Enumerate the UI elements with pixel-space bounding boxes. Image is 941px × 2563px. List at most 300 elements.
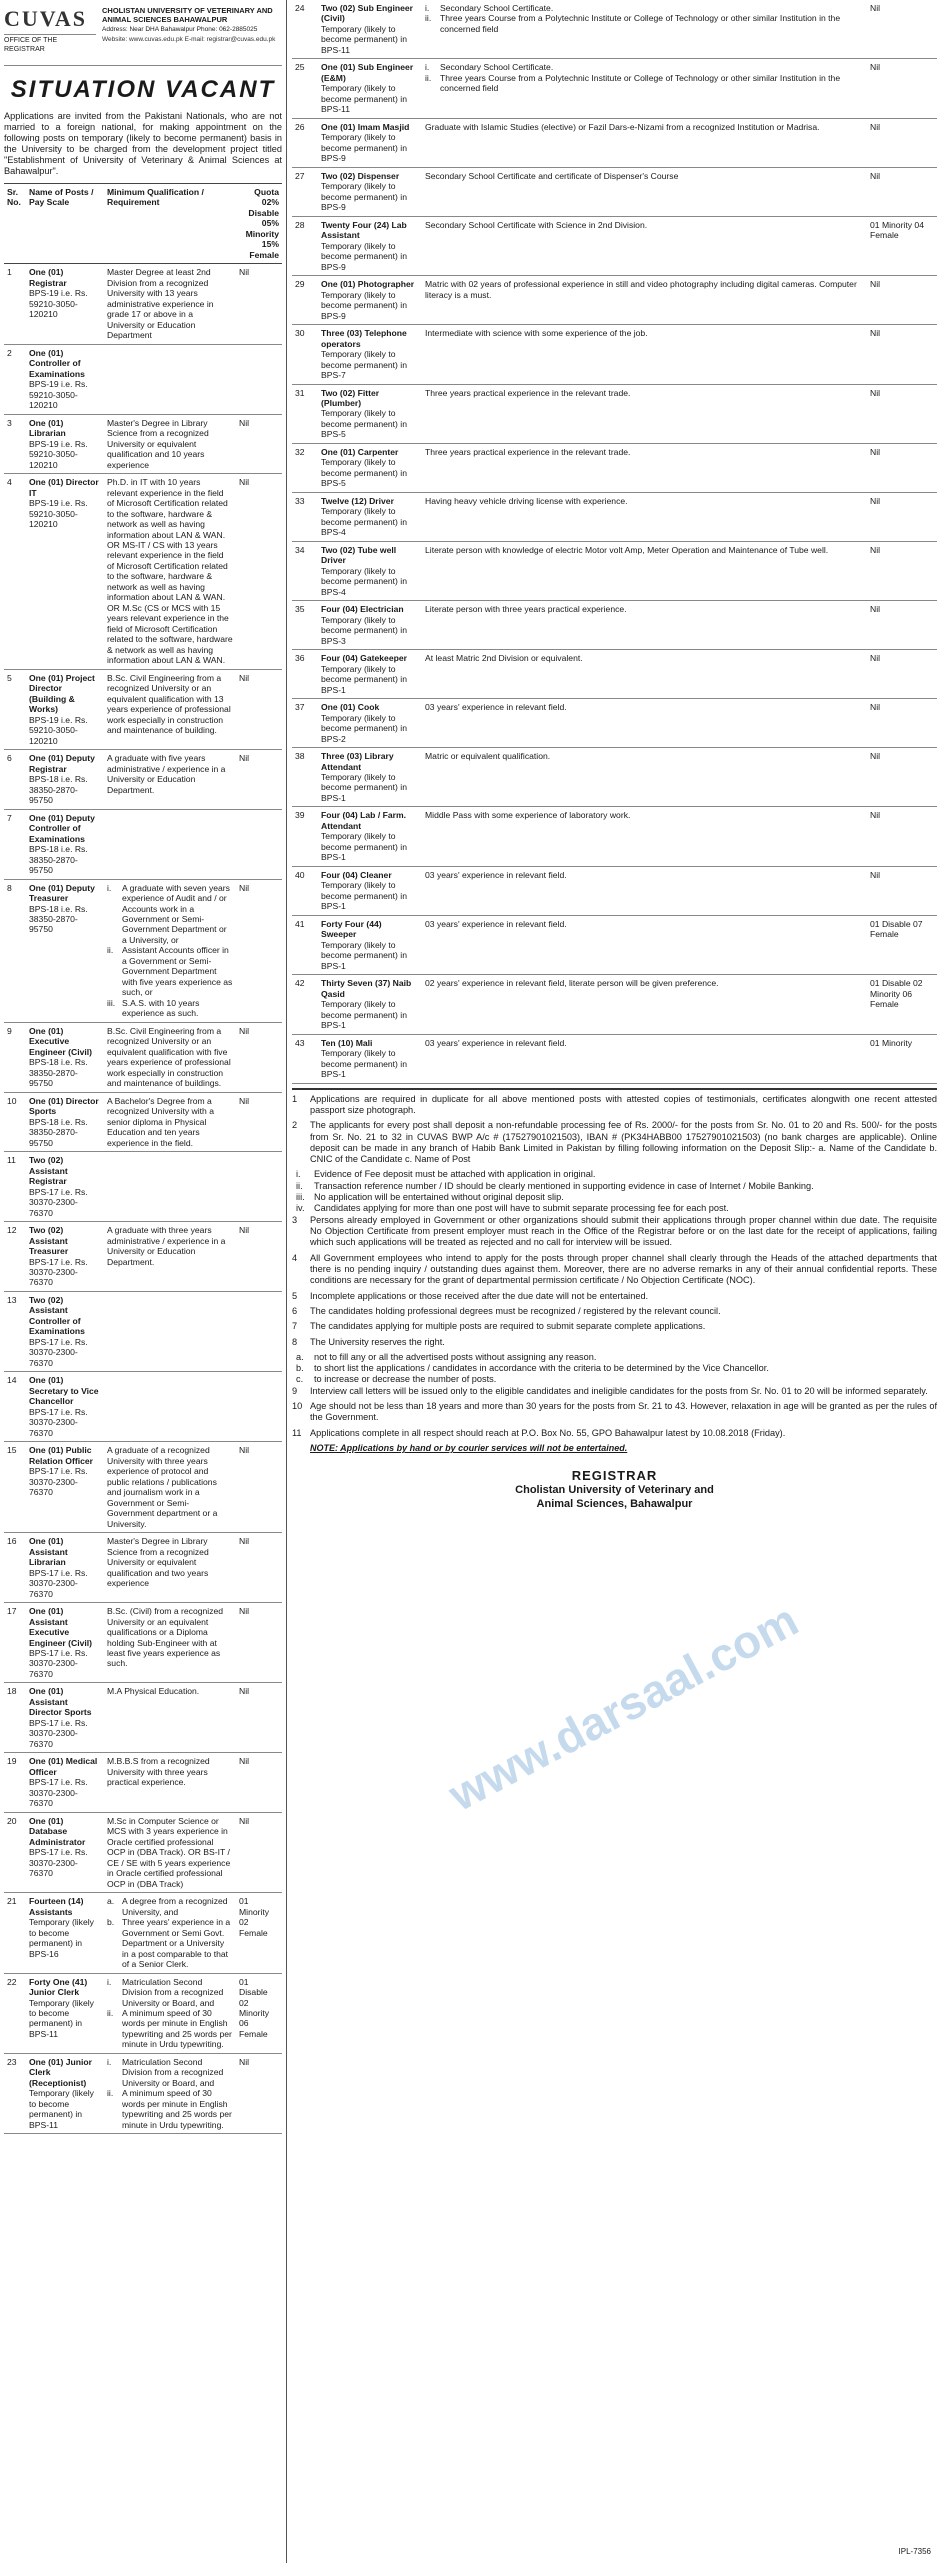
post-cell (318, 866, 422, 915)
quota: Nil (867, 807, 937, 866)
instruction-num: 7 (292, 1321, 298, 1332)
post-cell (26, 1222, 104, 1292)
table-row (292, 975, 937, 1034)
quota: Nil (867, 0, 937, 59)
sr-no: 36 (292, 650, 318, 699)
left-column (0, 0, 287, 2563)
qualification (104, 1372, 236, 1442)
qualification: Matric or equivalent qualification. (422, 748, 867, 807)
th-sr: Sr. No. (4, 183, 26, 263)
post-name: One (01) Carpenter (321, 446, 399, 457)
instruction-item (292, 1215, 937, 1249)
qualification: A graduate with three years administrative / experience in a University or Education Department. (104, 1222, 236, 1292)
table-row (292, 492, 937, 541)
qualification-item (107, 1977, 233, 2008)
post-name: One (01) Secretary to Vice Chancellor (29, 1375, 99, 1407)
qualification-num: ii. (107, 2088, 114, 2099)
table-row (4, 1372, 282, 1442)
quota: Nil (867, 276, 937, 325)
post-cell (26, 414, 104, 473)
instruction-text: The candidates holding professional degrees must be recognized / registered by the relevant council. (310, 1305, 721, 1316)
pay-scale: Temporary (likely to become permanent) in BPS-1 (321, 939, 407, 971)
pay-scale: BPS-17 i.e. Rs. 30370-2300-76370 (29, 1256, 88, 1288)
pay-scale: Temporary (likely to become permanent) in BPS-9 (321, 132, 407, 164)
pay-scale: Temporary (likely to become permanent) in BPS-1 (321, 999, 407, 1031)
qualification (104, 2053, 236, 2133)
sr-no: 23 (4, 2053, 26, 2133)
post-name: One (01) Deputy Controller of Examinations (29, 812, 95, 844)
table-row (292, 118, 937, 167)
table-row (292, 866, 937, 915)
post-cell (318, 975, 422, 1034)
sub-text: Candidates applying for more than one post will have to submit separate processing fee for each post. (314, 1203, 729, 1214)
qualification-num: i. (107, 2056, 112, 2067)
post-name: One (01) Assistant Executive Engineer (Civil) (29, 1606, 93, 1648)
quota: Nil (236, 750, 282, 809)
letterhead-text (102, 6, 282, 44)
qualification: 03 years' experience in relevant field. (422, 915, 867, 974)
table-row (292, 325, 937, 384)
university-logo (4, 6, 96, 54)
instruction-text: The candidates applying for multiple posts are required to submit separate complete applications. (310, 1321, 706, 1332)
qualification (104, 1152, 236, 1222)
pay-scale: Temporary (likely to become permanent) in BPS-4 (321, 506, 407, 538)
qualification-item (107, 1896, 233, 1917)
sr-no: 34 (292, 541, 318, 600)
qualification: Intermediate with science with some experience of the job. (422, 325, 867, 384)
table-row (292, 167, 937, 216)
instruction-text: All Government employees who intend to apply for the posts through proper channel shall clearly through the Heads of the attached departments that there is no pending inquiry / outstanding dues against them. Moreover, there are no adverse remarks in any of their annual confidential reports. These conditions are necessary for the grant of departmental permission certificate / No Objection Certificate (NOC). (310, 1252, 937, 1286)
sr-no: 4 (4, 474, 26, 670)
sr-no: 35 (292, 601, 318, 650)
quota (236, 809, 282, 879)
pay-scale: Temporary (likely to become permanent) in BPS-5 (321, 457, 407, 489)
qualification-text: Three years Course from a Polytechnic Institute or College of Technology or other similar Institution in the concerned field (440, 72, 841, 94)
post-cell (26, 1372, 104, 1442)
sr-no: 21 (4, 1893, 26, 1973)
qualification: Ph.D. in IT with 10 years relevant experience in the field of Microsoft Certification related to the software, hardware & network as well as having information about LAN & WAN. OR MS-IT / CS with 13 years relevant experience in the field of Microsoft Certification related to the software, hardware & network as well as having information about LAN & WAN. OR M.Sc (CS or MCS with 15 years relevant experience in the field of Microsoft Certification related to the software, hardware & network as well as having information about LAN & WAN. (104, 474, 236, 670)
post-cell (318, 492, 422, 541)
qualification-text: S.A.S. with 10 years experience as such. (122, 997, 200, 1019)
sr-no: 41 (292, 915, 318, 974)
table-row (4, 1533, 282, 1603)
post-name: Thirty Seven (37) Naib Qasid (321, 978, 412, 999)
pay-scale: BPS-19 i.e. Rs. 59210-3050-120210 (29, 438, 88, 470)
instructions (292, 1088, 937, 1439)
qualification (104, 809, 236, 879)
post-cell (26, 1152, 104, 1222)
quota: Nil (236, 1683, 282, 1753)
quota: Nil (867, 650, 937, 699)
table-row (4, 474, 282, 670)
quota: Nil (867, 699, 937, 748)
instruction-item (292, 1306, 937, 1317)
post-cell (26, 809, 104, 879)
quota: 01 Minority (867, 1034, 937, 1083)
table-row (292, 1034, 937, 1083)
quota: Nil (236, 669, 282, 749)
post-cell (318, 384, 422, 443)
sr-no: 17 (4, 1603, 26, 1683)
qualification-list (107, 883, 233, 1019)
post-cell (318, 276, 422, 325)
post-name: One (01) Imam Masjid (321, 121, 410, 132)
table-row (4, 1812, 282, 1892)
table-row (4, 1603, 282, 1683)
letterhead (4, 6, 282, 66)
qualification-text: Secondary School Certificate. (440, 3, 554, 13)
pay-scale: Temporary (likely to become permanent) in BPS-16 (29, 1917, 94, 1959)
note: NOTE: Applications by hand or by courier services will not be entertained. (310, 1443, 628, 1454)
post-name: Four (04) Electrician (321, 604, 404, 615)
pay-scale: BPS-17 i.e. Rs. 30370-2300-76370 (29, 1717, 88, 1749)
pay-scale: BPS-19 i.e. Rs. 59210-3050-120210 (29, 498, 88, 530)
qualification: Secondary School Certificate and certificate of Dispenser's Course (422, 167, 867, 216)
quota (236, 344, 282, 414)
table-row (292, 384, 937, 443)
table-row (292, 915, 937, 974)
qualification-num: i. (425, 3, 430, 13)
pay-scale: Temporary (likely to become permanent) in BPS-1 (321, 1048, 407, 1080)
pay-scale: Temporary (likely to become permanent) in BPS-1 (321, 831, 407, 863)
post-name: Forty One (41) Junior Clerk (29, 1976, 88, 1998)
post-cell (26, 1022, 104, 1092)
post-cell (26, 1893, 104, 1973)
qualification-num: i. (107, 1976, 112, 1987)
quota: 01 Disable 07 Female (867, 915, 937, 974)
sr-no: 32 (292, 443, 318, 492)
post-cell (26, 1753, 104, 1812)
sr-no: 30 (292, 325, 318, 384)
sr-no: 39 (292, 807, 318, 866)
sub-num: i. (296, 1169, 301, 1180)
sr-no: 43 (292, 1034, 318, 1083)
qualification-num: i. (425, 62, 430, 73)
pay-scale: BPS-17 i.e. Rs. 30370-2300-76370 (29, 1336, 88, 1368)
ipl-number: IPL-7356 (898, 2547, 931, 2557)
signature-role: REGISTRAR (571, 1467, 658, 1483)
page-title: SITUATION VACANT (10, 76, 276, 103)
qualification-item (107, 1917, 233, 1969)
qualification-item (107, 998, 233, 1019)
sr-no: 11 (4, 1152, 26, 1222)
quota: 01 Minority 02 Female (236, 1893, 282, 1973)
sub-num: b. (296, 1363, 304, 1374)
table-row (4, 1442, 282, 1533)
post-cell (318, 601, 422, 650)
qualification-item (107, 883, 233, 946)
instruction-subitem (296, 1203, 937, 1214)
post-name: Four (04) Cleaner (321, 869, 392, 880)
sr-no: 9 (4, 1022, 26, 1092)
instruction-num: 2 (292, 1120, 298, 1131)
quota: Nil (867, 748, 937, 807)
qualification: Three years practical experience in the relevant trade. (422, 384, 867, 443)
post-name: One (01) Director Sports (29, 1095, 99, 1117)
qualification-num: a. (107, 1896, 115, 1907)
post-cell (26, 264, 104, 344)
instruction-subitem (296, 1192, 937, 1203)
pay-scale: BPS-17 i.e. Rs. 30370-2300-76370 (29, 1406, 88, 1438)
pay-scale: Temporary (likely to become permanent) in BPS-3 (321, 614, 407, 646)
quota: Nil (236, 1442, 282, 1533)
instruction-num: 8 (292, 1336, 298, 1347)
sr-no: 24 (292, 0, 318, 59)
post-name: Three (03) Telephone operators (321, 328, 407, 349)
th-post: Name of Posts / Pay Scale (26, 183, 104, 263)
pay-scale: BPS-17 i.e. Rs. 30370-2300-76370 (29, 1186, 88, 1218)
post-name: Two (02) Assistant Registrar (29, 1155, 68, 1187)
signature-block (292, 1468, 937, 1512)
post-name: Two (02) Fitter (Plumber) (321, 387, 380, 408)
pay-scale: Temporary (likely to become permanent) in BPS-9 (321, 240, 407, 272)
qualification-item (425, 62, 864, 72)
post-name: Fourteen (14) Assistants (29, 1896, 84, 1917)
sr-no: 27 (292, 167, 318, 216)
qualification: M.B.B.S from a recognized University with three years practical experience. (104, 1753, 236, 1812)
pay-scale: BPS-19 i.e. Rs. 59210-3050-120210 (29, 288, 88, 320)
qualification-num: ii. (425, 72, 432, 83)
qualification-text: Assistant Accounts officer in a Government or Semi-Government Department with five years experience as such, or (122, 945, 233, 998)
quota: 01 Disable 02 Minority 06 Female (236, 1973, 282, 2053)
pay-scale: Temporary (likely to become permanent) in BPS-11 (29, 2088, 94, 2130)
post-cell (318, 915, 422, 974)
quota: Nil (236, 264, 282, 344)
post-name: Two (02) Sub Engineer (Civil) (321, 3, 413, 24)
post-name: Two (02) Dispenser (321, 170, 400, 181)
table-row (292, 541, 937, 600)
sr-no: 18 (4, 1683, 26, 1753)
quota (236, 1291, 282, 1371)
instruction-text: Applications are required in duplicate for all above mentioned posts with attested copies of testimonials, certificates alongwith one recent attested passport size photograph. (310, 1093, 937, 1115)
instruction-item (292, 1386, 937, 1397)
post-name: One (01) Project Director (Building & Works) (29, 672, 95, 715)
quota: Nil (867, 541, 937, 600)
table-row (4, 1291, 282, 1371)
table-row (4, 344, 282, 414)
quota: Nil (867, 325, 937, 384)
quota (236, 1152, 282, 1222)
table-row (292, 748, 937, 807)
table-row (292, 59, 937, 118)
qualification: 03 years' experience in relevant field. (422, 1034, 867, 1083)
sr-no: 8 (4, 879, 26, 1022)
pay-scale: BPS-18 i.e. Rs. 38350-2870-95750 (29, 1116, 88, 1148)
pay-scale: BPS-19 i.e. Rs. 59210-3050-120210 (29, 379, 88, 411)
post-cell (318, 650, 422, 699)
pay-scale: BPS-17 i.e. Rs. 30370-2300-76370 (29, 1847, 88, 1879)
post-cell (318, 325, 422, 384)
qualification-item (425, 3, 864, 13)
university-name: CHOLISTAN UNIVERSITY OF VETERINARY AND ANIMAL SCIENCES BAHAWALPUR (102, 6, 273, 24)
qualification: Graduate with Islamic Studies (elective) or Fazil Dars-e-Nizami from a recognized Institution or Madrisa. (422, 118, 867, 167)
qualification: Having heavy vehicle driving license with experience. (422, 492, 867, 541)
quota: Nil (236, 1753, 282, 1812)
qualification-list (425, 3, 864, 34)
jobs-table-left (4, 183, 282, 2134)
watermark: www.darsaal.com (440, 1593, 807, 1821)
pay-scale: Temporary (likely to become permanent) in BPS-11 (29, 1997, 94, 2039)
pay-scale: Temporary (likely to become permanent) in BPS-1 (321, 880, 407, 912)
table-row (292, 216, 937, 275)
table-row (292, 650, 937, 699)
post-name: One (01) Sub Engineer (E&M) (321, 62, 414, 83)
sub-text: to increase or decrease the number of posts. (314, 1374, 497, 1385)
table-row (4, 809, 282, 879)
sr-no: 33 (292, 492, 318, 541)
sr-no: 40 (292, 866, 318, 915)
sub-num: iv. (296, 1203, 305, 1214)
quota: 01 Disable 02 Minority 06 Female (867, 975, 937, 1034)
post-cell (26, 1812, 104, 1892)
qualification-item (425, 73, 864, 94)
sub-text: No application will be entertained without original deposit slip. (314, 1192, 564, 1203)
instruction-num: 10 (292, 1401, 303, 1412)
qualification-list (425, 62, 864, 93)
quota: Nil (867, 167, 937, 216)
pay-scale: Temporary (likely to become permanent) in BPS-1 (321, 663, 407, 695)
post-cell (26, 474, 104, 670)
quota: Nil (867, 443, 937, 492)
post-name: Twelve (12) Driver (321, 495, 394, 506)
post-cell (318, 748, 422, 807)
sr-no: 29 (292, 276, 318, 325)
post-name: Ten (10) Mali (321, 1037, 373, 1048)
qualification: Middle Pass with some experience of laboratory work. (422, 807, 867, 866)
quota: Nil (867, 384, 937, 443)
post-name: One (01) Assistant Librarian (29, 1536, 68, 1568)
qualification-item (107, 945, 233, 997)
quota: Nil (867, 59, 937, 118)
quota: Nil (236, 1603, 282, 1683)
instruction-num: 6 (292, 1305, 298, 1316)
sub-text: Evidence of Fee deposit must be attached with application in original. (314, 1169, 596, 1180)
qualification: Matric with 02 years of professional experience in still and video photography including digital cameras. Computer literacy is a must. (422, 276, 867, 325)
qualification: Secondary School Certificate with Science in 2nd Division. (422, 216, 867, 275)
qualification (104, 1893, 236, 1973)
table-row (292, 443, 937, 492)
qualification-text: A minimum speed of 30 words per minute in English typewriting and 25 words per minute in Urdu typewriting. (122, 2088, 232, 2130)
post-cell (318, 807, 422, 866)
post-cell (26, 2053, 104, 2133)
instruction-item (292, 1120, 937, 1165)
qualification: A Bachelor's Degree from a recognized University with a senior diploma in Physical Education and ten years experience in the field. (104, 1092, 236, 1151)
pay-scale: Temporary (likely to become permanent) in BPS-4 (321, 565, 407, 597)
post-name: One (01) Junior Clerk (Receptionist) (29, 2056, 93, 2088)
qualification (104, 344, 236, 414)
sr-no: 10 (4, 1092, 26, 1151)
right-column (288, 0, 941, 2563)
signature-line1: Cholistan University of Veterinary and (515, 1484, 714, 1497)
sr-no: 2 (4, 344, 26, 414)
instruction-text: Age should not be less than 18 years and more than 30 years for the posts from Sr. 21 to 43. However, relaxation in age will be granted as per the rules of the Government. (310, 1401, 937, 1423)
quota: Nil (867, 601, 937, 650)
qualification-text: Three years Course from a Polytechnic Institute or College of Technology or other similar Institution in the concerned field (440, 13, 841, 34)
instruction-text: The applicants for every post shall deposit a non-refundable processing fee of Rs. 2000/- for the posts from Sr. No. 01 to 20 and Rs. 500/- for the posts from Sr. No. 21 to 32 in CUVAS BWP A/c # (17527901021503), IBAN # (PK34HABB00 17527901021503) (no bank charges are applicable). Online deposit can be made in any branch of Habib Bank Limited in Pakistan by filling following information on the Deposit Slip:- a. Name of the Candidate b. CNIC of the Candidate c. Name of Post (310, 1120, 937, 1165)
sr-no: 7 (4, 809, 26, 879)
quota: Nil (867, 492, 937, 541)
post-name: One (01) Director IT (29, 477, 99, 498)
sub-text: not to fill any or all the advertised posts without assigning any reason. (314, 1351, 597, 1362)
post-cell (26, 1442, 104, 1533)
sr-no: 38 (292, 748, 318, 807)
table-row (4, 1152, 282, 1222)
instruction-text: Applications complete in all respect should reach at P.O. Box No. 55, GPO Bahawalpur latest by 10.08.2018 (Friday). (310, 1427, 786, 1438)
post-cell (318, 0, 422, 59)
sr-no: 14 (4, 1372, 26, 1442)
instruction-item (292, 1401, 937, 1424)
sr-no: 25 (292, 59, 318, 118)
table-row (4, 1222, 282, 1292)
pay-scale: Temporary (likely to become permanent) in BPS-5 (321, 408, 407, 440)
pay-scale: Temporary (likely to become permanent) in BPS-11 (321, 23, 407, 55)
qualification: Literate person with three years practical experience. (422, 601, 867, 650)
post-name: Two (02) Assistant Treasurer (29, 1225, 69, 1257)
qualification: M.Sc in Computer Science or MCS with 3 years experience in Oracle certified professional OCP in (DBA Track). OR BS-IT / CE / SE with 5 years experience in Oracle certified professional OCP in (DBA Track) (104, 1812, 236, 1892)
post-name: One (01) Public Relation Officer (29, 1445, 93, 1466)
pay-scale: Temporary (likely to become permanent) in BPS-11 (321, 83, 407, 115)
logo-text: CUVAS (4, 6, 87, 31)
table-row (4, 1683, 282, 1753)
th-quota: Quota 02% Disable 05% Minority 15% Female (236, 183, 282, 263)
table-row (4, 1092, 282, 1151)
qualification (422, 59, 867, 118)
quota: Nil (236, 2053, 282, 2133)
instruction-subitem (296, 1374, 937, 1385)
post-name: One (01) Deputy Registrar (29, 753, 95, 774)
pay-scale: BPS-17 i.e. Rs. 30370-2300-76370 (29, 1567, 88, 1599)
instruction-subitem (296, 1181, 937, 1192)
sr-no: 16 (4, 1533, 26, 1603)
qualification (104, 1291, 236, 1371)
sr-no: 28 (292, 216, 318, 275)
sub-text: to short list the applications / candidates in accordance with the criteria to be determined by the Vice Chancellor. (314, 1363, 769, 1374)
post-cell (318, 167, 422, 216)
quota: Nil (236, 414, 282, 473)
jobs-table-right (292, 0, 937, 1084)
table-row (4, 750, 282, 809)
qualification: Master's Degree in Library Science from a recognized University or equivalent qualification and 10 years experience (104, 414, 236, 473)
sr-no: 19 (4, 1753, 26, 1812)
qualification-text: Secondary School Certificate. (440, 62, 554, 73)
post-cell (318, 1034, 422, 1083)
instruction-num: 5 (292, 1290, 298, 1301)
table-row (4, 669, 282, 749)
post-name: Two (02) Tube well Driver (321, 544, 397, 566)
instruction-num: 4 (292, 1252, 298, 1263)
post-cell (318, 541, 422, 600)
post-name: One (01) Photographer (321, 279, 415, 290)
qualification-text: Three years' experience in a Government or Semi Govt. Department or a University in a post comparable to that of a Senior Clerk. (122, 1917, 231, 1970)
qualification-text: Matriculation Second Division from a recognized University or Board, and (122, 1976, 224, 2008)
sub-num: c. (296, 1374, 304, 1385)
post-name: Four (04) Gatekeeper (321, 653, 407, 664)
quota: Nil (236, 1812, 282, 1892)
table-row (292, 276, 937, 325)
pay-scale: Temporary (likely to become permanent) in BPS-9 (321, 181, 407, 213)
post-name: Forty Four (44) Sweeper (321, 918, 382, 940)
qualification-text: A minimum speed of 30 words per minute in English typewriting and 25 words per minute in Urdu typewriting. (122, 2008, 232, 2050)
post-name: One (01) Controller of Examinations (29, 347, 85, 379)
qualification-item (107, 2057, 233, 2088)
address: Address: Near DHA Bahawalpur Phone: 062-2885025 (102, 26, 258, 33)
instruction-text: Interview call letters will be issued only to the eligible candidates and ineligible candidates for the posts from Sr. No. 01 to 20 will be informed separately. (310, 1385, 928, 1396)
post-name: One (01) Database Administrator (29, 1815, 86, 1847)
quota: Nil (867, 866, 937, 915)
sr-no: 20 (4, 1812, 26, 1892)
qualification: Master Degree at least 2nd Division from a recognized University with 13 years administrative experience in grade 17 or above in a University or Education Department (104, 264, 236, 344)
qualification-num: iii. (107, 997, 116, 1008)
